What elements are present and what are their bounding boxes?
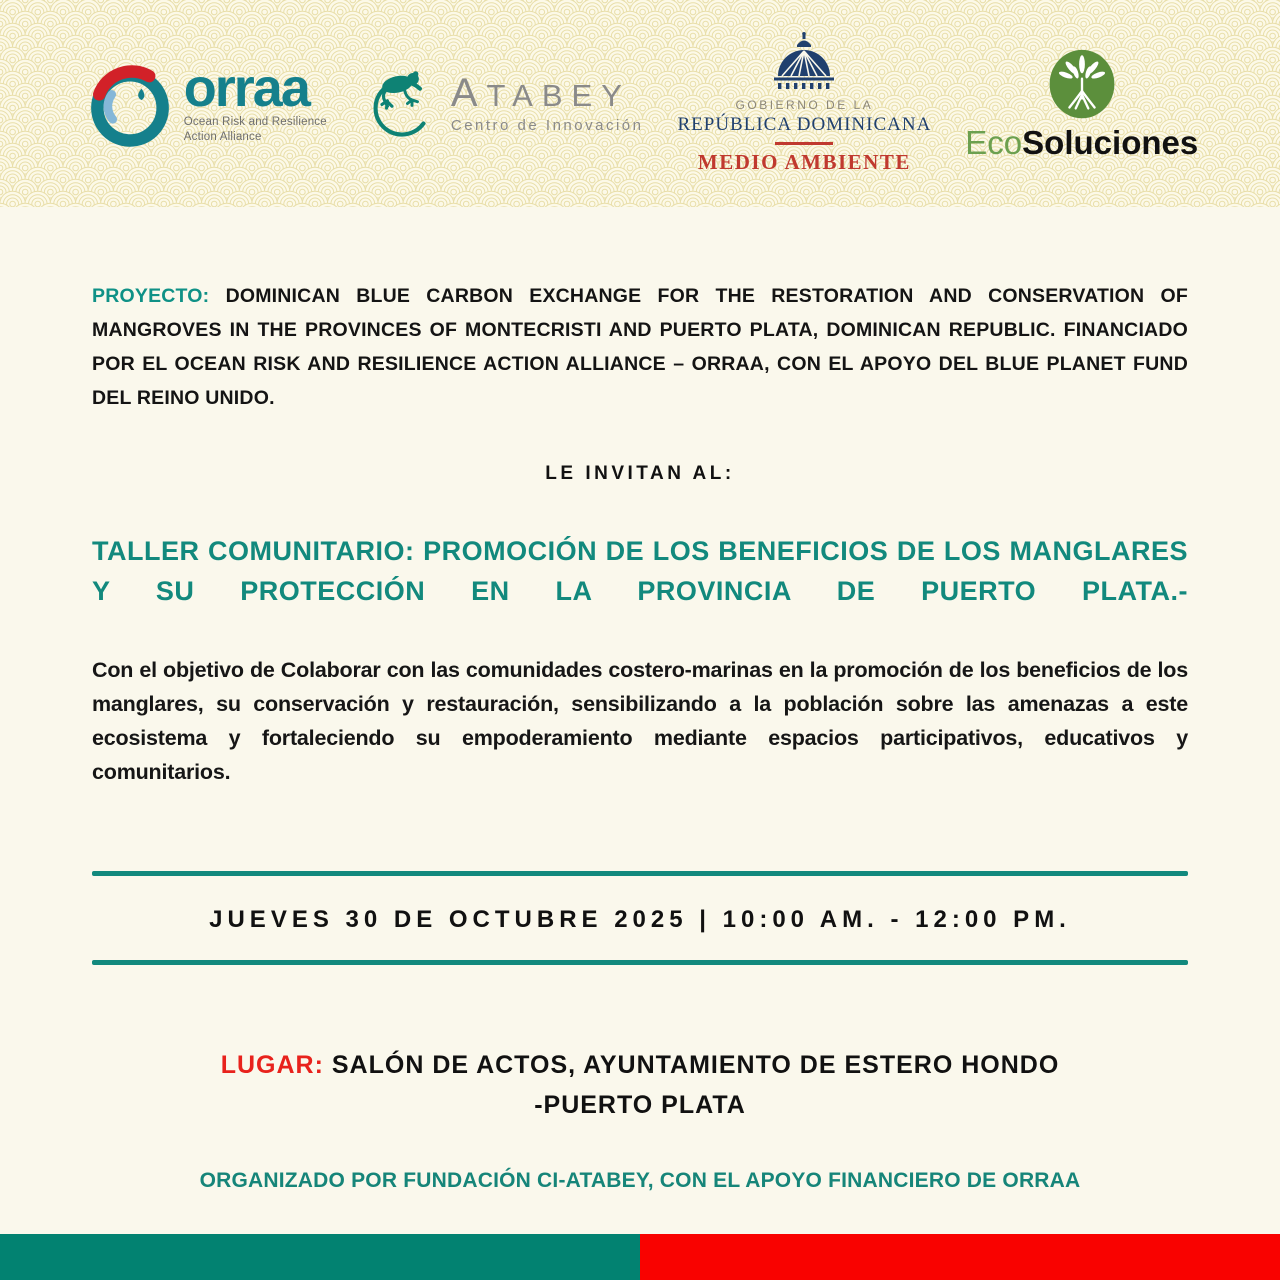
- gobierno-red-divider: [775, 142, 833, 145]
- location-label: LUGAR:: [220, 1051, 324, 1079]
- gobierno-line3: MEDIO AMBIENTE: [697, 150, 911, 174]
- atabey-wordmark: [451, 73, 644, 134]
- location-block: [92, 1045, 1188, 1125]
- ecosoluciones-tree-icon: [1046, 48, 1118, 122]
- location-line-2: -PUERTO PLATA: [534, 1091, 746, 1119]
- description-paragraph: Con el objetivo de Colaborar con las comunidades costero-marinas en la promoción de los beneficios de los manglares, su conservación y restauración, sensibilizando a la población sobre las amenazas a este ecosistema y fortaleciendo su empoderamiento mediante espacios participativos, educativos y comunitarios.: [92, 658, 1188, 784]
- workshop-title: TALLER COMUNITARIO: PROMOCIÓN DE LOS BENEFICIOS DE LOS MANGLARES Y SU PROTECCIÓN EN LA PROVINCIA DE PUERTO PLATA.-: [92, 536, 1188, 606]
- project-text: DOMINICAN BLUE CARBON EXCHANGE FOR THE RESTORATION AND CONSERVATION OF MANGROVES IN THE PROVINCES OF MONTECRISTI AND PUERTO PLATA, DOMINICAN REPUBLIC. FINANCIADO POR EL OCEAN RISK AND RESILIENCE ACTION ALLIANCE – ORRAA, CON EL APOYO DEL BLUE PLANET FUND DEL REINO UNIDO.: [92, 285, 1188, 409]
- gobierno-line2: REPÚBLICA DOMINICANA: [677, 114, 932, 135]
- invite-line: LE INVITAN AL:: [545, 463, 735, 484]
- footer-bar-teal: [0, 1234, 640, 1280]
- logo-row: [0, 0, 1280, 207]
- atabey-tagline: Centro de Innovación: [450, 117, 644, 134]
- orraa-wordmark: [183, 58, 327, 143]
- orraa-name: orraa: [183, 58, 309, 119]
- organizer-line: ORGANIZADO POR FUNDACIÓN CI-ATABEY, CON EL APOYO FINANCIERO DE ORRAA: [199, 1169, 1081, 1192]
- orraa-tagline-1: Ocean Risk and Resilience: [183, 115, 327, 128]
- footer-bar-red: [640, 1234, 1280, 1280]
- orraa-tagline-2: Action Alliance: [183, 130, 262, 143]
- project-paragraph: [92, 279, 1188, 415]
- teal-divider-bottom: [92, 960, 1188, 965]
- teal-divider-top: [92, 871, 1188, 876]
- ecosoluciones-soluciones: Soluciones: [1022, 124, 1199, 161]
- schedule-line: JUEVES 30 DE OCTUBRE 2025 | 10:00 AM. - 12:00 PM.: [209, 906, 1071, 933]
- atabey-frog-icon: [361, 58, 443, 150]
- orraa-logo: [82, 54, 327, 154]
- ecosoluciones-eco: Eco: [965, 124, 1023, 161]
- footer-bars: [0, 1234, 1280, 1280]
- project-label: PROYECTO:: [92, 285, 210, 307]
- atabey-logo: [361, 58, 644, 150]
- header-band: [0, 0, 1280, 207]
- gobierno-logo: [677, 32, 931, 175]
- location-line-1: [92, 1045, 1188, 1085]
- main-content: [0, 279, 1280, 1193]
- orraa-swirl-icon: [82, 54, 178, 154]
- ecosoluciones-wordmark: [965, 126, 1198, 159]
- gobierno-line1: GOBIERNO DE LA: [735, 98, 874, 112]
- gobierno-dome-icon: [761, 32, 847, 94]
- atabey-name: ATABEY: [450, 71, 631, 115]
- ecosoluciones-logo: [965, 48, 1198, 159]
- location-venue: SALÓN DE ACTOS, AYUNTAMIENTO DE ESTERO HONDO: [331, 1051, 1060, 1079]
